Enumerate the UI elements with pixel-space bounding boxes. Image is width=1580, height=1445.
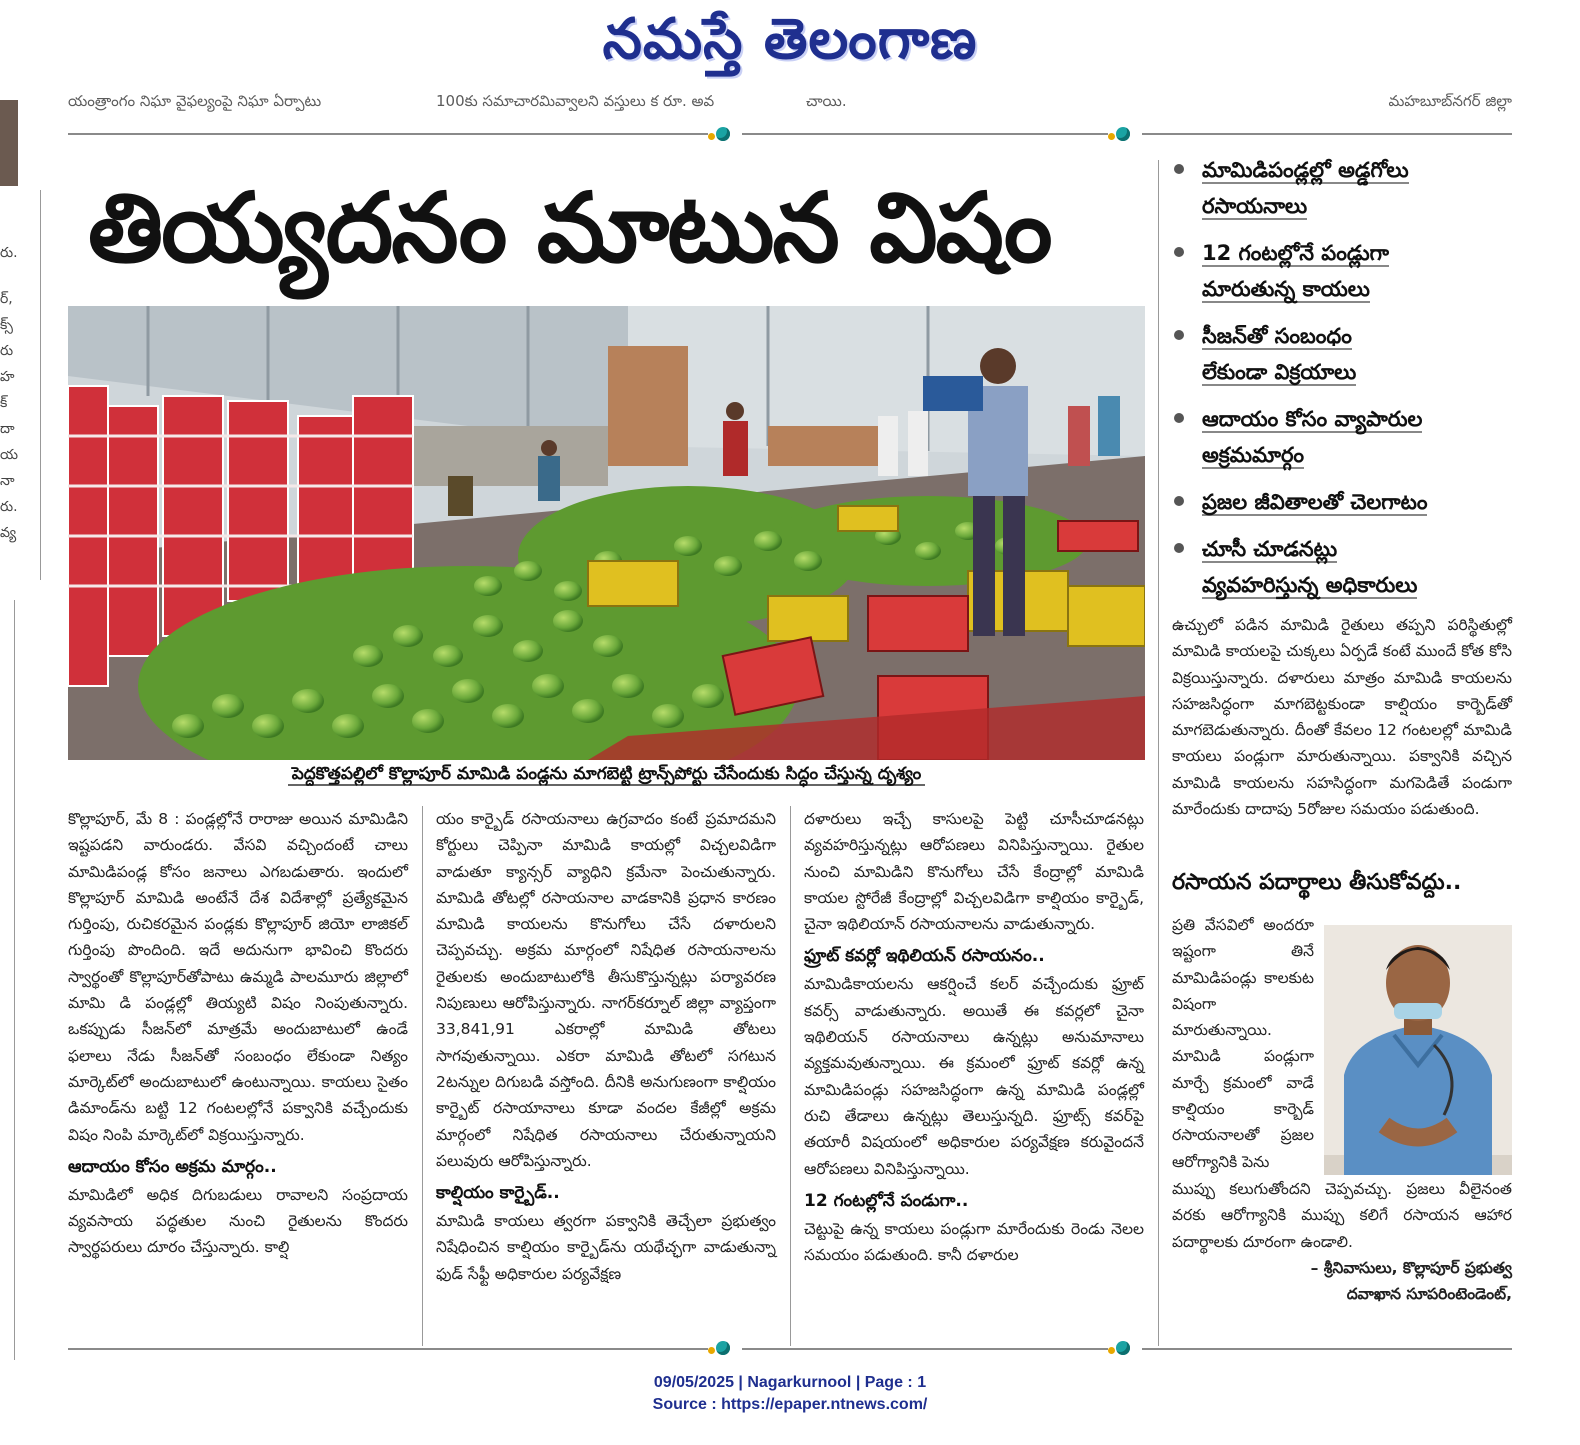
attribution-line-1: – శ్రీనివాసులు, కొల్లాపూర్ ప్రభుత్వ [1310,1258,1512,1277]
bullet-dot-icon [1174,247,1184,257]
bullet-dot-icon [1174,164,1184,174]
col2-lead: యం కార్బైడ్ రసాయనాలు ఉగ్రవాదం కంటే ప్రమాదమని కోర్టులు చెప్పినా మామిడి కాయల్లో విచ్చలవిడిగా వాడుతూ క్యాన్సర్ వ్యాధిని క్రమేనా పెంచుతున్నారు. మామిడి తోటల్లో రసాయనాల వాడకానికి ప్రధాన కారణం మామిడి కాయలను కొనుగోలు చేసే దళారులని చెప్పవచ్చు. అక్రమ మార్గంలో నిషేధిత రసాయనాలను రైతులకు అందుబాటులోకి తీసుకొస్తున్నట్లు పర్యావరణ నిపుణులు ఆరోపిస్తున్నారు. నాగర్‌కర్నూల్ జిల్లా వ్యాప్తంగా 33,841,91 ఎకరాల్లో మామిడి తోటలు సాగవుతున్నాయి. ఎకరా మామిడి తోటలో సగటున 2టన్నుల దిగుబడి వస్తోంది. దీనికి అనుగుణంగా కాల్షియం కార్బైట్ రసాయానాలు కూడా వందల కేజీల్లో అక్రమ మార్గంలో నిషేధిత రసాయనాలు చేరుతున్నాయని పలువురు ఆరోపిస్తున్నారు. [436,810,776,1170]
top-rule-right [1142,133,1512,135]
col4-lead: ఉచ్చులో పడిన మామిడి రైతులు తప్పని పరిస్థితుల్లో మామిడి కాయలపై చుక్కలు ఏర్పడే కంటే ముందే కోత కోసి విక్రయిస్తున్నారు. దళారులు మాత్రం మామిడి కాయలను సహజసిద్ధంగా మాగబెట్టకుండా కాల్షియం కార్బెడ్‌తో మాగబెడుతున్నారు. దీంతో కేవలం 12 గంటలల్లో మామిడి కాయలు పండ్లుగా మారుతున్నాయి. పక్వానికి వచ్చిన మామిడి కాయలను సహసిద్ధంగా మగపెడితే పండుగా మారేందుకు దాదాపు 5రోజుల సమయం పడుతుంది. [1172,616,1512,819]
bullet-item: చూసీ చూడనట్లు వ్యవహరిస్తున్న అధికారులు [1172,531,1512,603]
footer-source-link[interactable]: Source : https://epaper.ntnews.com/ [652,1396,928,1413]
quote-continued: ముప్పు కలుగుతోందని చెప్పవచ్చు. ప్రజలు వీలైనంత వరకు ఆరోగ్యానికి ముప్పు కలిగే రసాయన ఆహార పదార్థాలకు దూరంగా ఉండాలి. – శ్రీనివాసులు, కొల్లాపూర్ ప్రభుత్వ దవాఖాన సూపరింటెండెంట్, [1172,1176,1512,1307]
headline: తియ్యదనం మాటున విషం [88,172,1051,284]
top-rule-mid [742,133,1108,135]
article-column-1 [68,806,408,1261]
bullet-item: మామిడిపండ్లల్లో అడ్డగోలు రసాయనాలు [1172,152,1512,224]
edge-thumbnail [0,100,18,186]
col3-after: చెట్టుపై ఉన్న కాయలు పండ్లుగా మారేందుకు రెండు నెలల సమయం పడుతుంది. కానీ దళారుల [804,1219,1144,1265]
column-divider [1158,160,1159,1346]
col3-mid: మామిడికాయలను ఆకర్షించే కలర్ వచ్చేందుకు ఫ్రూట్ కవర్స్ వాడుతున్నారు. అయితే ఈ కవర్లలో చైనా ఇథిలియన్ రసాయనాలు ఉన్నట్లు అనుమానాలు వ్యక్తమవుతున్నాయి. ఈ క్రమంలో ఫ్రూట్ కవర్లో ఉన్న మామిడిపండ్లు సహజసిద్ధంగా ఉన్న మామిడి పండ్లల్లో రుచి తేడాలు ఉన్నట్లు తెలుస్తున్నది. ఫ్రూట్స్ కవర్‌పై తయారీ విషయంలో అధికారుల పర్యవేక్షణ కరువైందనే ఆరోపణలు వినిపిస్తున్నాయి. [804,975,1144,1178]
bullet-item: ప్రజల జీవితాలతో చెలగాటం [1172,484,1512,520]
top-strip-text-3: చాయి. [806,92,847,110]
mango-market-photo [68,306,1145,760]
doctor-photo [1324,925,1512,1175]
quote-beside-photo: ప్రతి వేసవిలో అందరూ ఇష్టంగా తినే మామిడిపండ్లు కాలకుట విషంగా మారుతున్నాయి. మామిడి పండ్లుగా మార్చే క్రమంలో వాడే కాల్షియం కార్బెడ్ రసాయనాలతో ప్రజల ఆరోగ్యానికి పెను [1172,916,1314,1171]
masthead-title: నమస్తే తెలంగాణ [602,7,978,72]
sidebar-subhead: రసాయన పదార్థాలు తీసుకోవద్దు.. [1172,870,1462,895]
article-column-4 [1172,612,1512,822]
left-edge-rule-2 [14,600,15,1360]
col3-lead: దళారులు ఇచ్చే కాసులపై పెట్టి చూసీచూడనట్లు వ్యవహరిస్తున్నట్లు ఆరోపణలు వినిపిస్తున్నాయి. రైతుల నుంచి మామిడిని కొనుగోలు చేసే కేంద్రాల్లో మామిడి కాయల స్టోరేజీ కేంద్రాల్లో విచ్చలవిడిగా కాల్షియం కార్బైడ్, చైనా ఇథిలియాన్ రసాయనాలను వాడుతున్నారు. [804,810,1144,934]
footer-date-edition: 09/05/2025 | Nagarkurnool | Page : 1 [653,1374,927,1391]
column-divider [422,806,423,1346]
attribution-line-2: దవాఖాన సూపరింటెండెంట్, [1346,1285,1512,1304]
left-edge-fragments: రు. ర్, క్స్ రు హ క్ దా య నా రు. వ్య [0,245,19,541]
left-edge-rule [40,190,41,580]
bullet-dot-icon [1174,543,1184,553]
ornament-icon [716,127,730,141]
ornament-icon [1116,127,1130,141]
col1-lead: కొల్లాపూర్, మే 8 : పండ్లల్లోనే రారాజు అయిన మామిడిని ఇష్టపడని వారుండరు. వేసవి వచ్చిందంటే చాలు మామిడిపండ్ల కోసం జనాలు ఎగబడుతారు. ఇందులో కొల్లాపూర్ మామిడి అంటేనే దేశ విదేశాల్లో ప్రత్యేకమైన గుర్తింపు, రుచికరమైన పండ్లకు కొల్లాపూర్ జియో లాజికల్ గుర్తింపు పొందింది. ఇదే అదునుగా భావించి కొందరు స్వార్థంతో కొల్లాపూర్‌తోపాటు ఉమ్మడి పాలమూరు జిల్లాలో మామి డి పండ్లల్లో తియ్యటి విషం నింపుతున్నారు. ఒకప్పుడు సీజన్‌లో మాత్రమే అందుబాటులో ఉండే ఫలాలు నేడు సీజన్‌తో సంబంధం లేకుండా నిత్యం మార్కెట్‌లో అందుబాటులో ఉంటున్నాయి. కాయలు సైతం డిమాండ్‌ను బట్టి 12 గంటలల్లోనే పక్వానికి వచ్చేందుకు విషం నింపి మార్కెట్‌లో విక్రయిస్తున్నారు. [68,810,408,1144]
bullet-item: 12 గంటల్లోనే పండ్లుగా మారుతున్న కాయలు [1172,235,1512,307]
top-strip-text-4: మహబూబ్‌నగర్ జిల్లా [1388,92,1512,110]
col1-after: మామిడిలో అధిక దిగుబడులు రావాలని సంప్రదాయ వ్యవసాయ పద్ధతుల నుంచి రైతులను కొందరు స్వార్థపరులు దూరం చేస్తున్నారు. కాల్షి [68,1185,408,1257]
ornament-icon [716,1341,730,1355]
bullet-dot-icon [1174,496,1184,506]
bottom-rule-mid [742,1348,1108,1350]
top-strip-text-2: 100కు సమాచారమివ్వాలని వస్తులు క రూ. అవ [436,92,715,110]
top-strip-text-1: యంత్రాంగం నిఘా వైఫల్యంపై నిఘా ఏర్పాటు [68,92,322,110]
page-footer [0,1372,1580,1416]
bullet-dot-icon [1174,413,1184,423]
article-column-3 [804,806,1144,1268]
col3-subhead-1: ఫ్రూట్ కవర్లో ఇథిలియన్ రసాయనం.. [804,946,1045,967]
bullet-item: సీజన్‌తో సంబంధం లేకుండా విక్రయాలు [1172,318,1512,390]
bottom-rule-left [68,1348,708,1350]
col3-subhead-2: 12 గంటల్లోనే పండుగా.. [804,1190,969,1211]
column-divider [790,806,791,1346]
bullet-dot-icon [1174,330,1184,340]
bullet-item: ఆదాయం కోసం వ్యాపారుల అక్రమమార్గం [1172,401,1512,473]
bottom-rule-right [1142,1348,1512,1350]
highlight-bullets [1172,152,1512,614]
col2-after: మామిడి కాయలు త్వరగా పక్వానికి తెచ్చేలా ప్రభుత్వం నిషేధించిన కాల్షియం కార్బైడ్‌ను యథేచ్ఛగా వాడుతున్నా ఫుడ్ సేఫ్టీ అధికారుల పర్యవేక్షణ [436,1212,776,1283]
ornament-icon [1116,1341,1130,1355]
col2-subhead: కాల్షియం కార్బైడ్.. [436,1183,560,1204]
photo-caption: పెద్దకొత్తపల్లిలో కొల్లాపూర్ మామిడి పండ్లను మాగబెట్టి ట్రాన్స్‌పోర్టు చేసేందుకు సిద్ధం చేస్తున్న దృశ్యం [68,764,1145,788]
top-rule-left [68,133,708,135]
col1-subhead: ఆదాయం కోసం అక్రమ మార్గం.. [68,1156,277,1177]
article-column-2 [436,806,776,1287]
